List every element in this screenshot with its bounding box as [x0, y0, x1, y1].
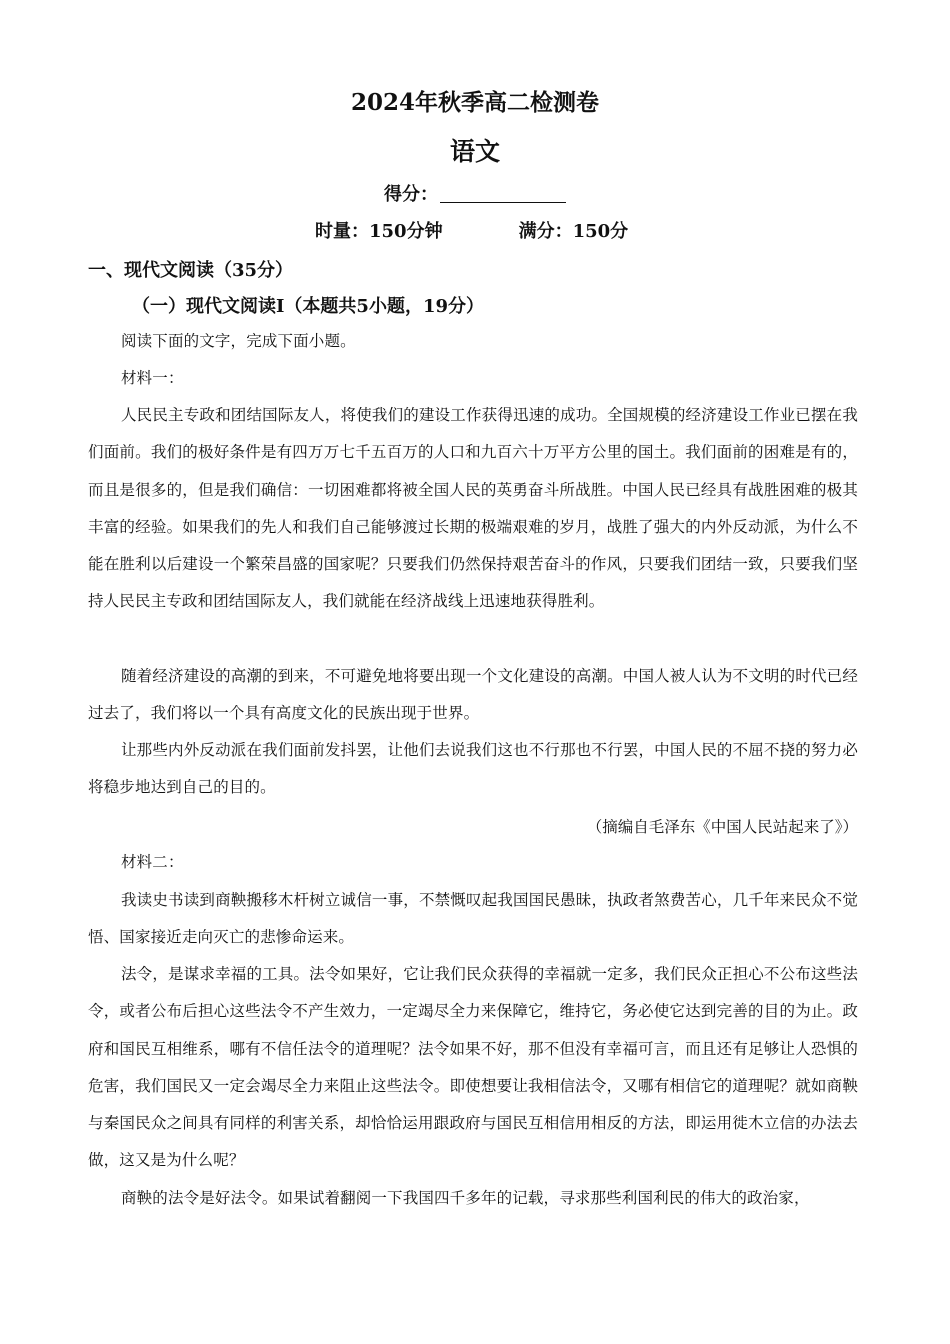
- score-label: 得分：: [384, 184, 438, 205]
- exam-title: 2024年秋季高二检测卷: [350, 89, 599, 116]
- instruction-text: 阅读下面的文字，完成下面小题。: [121, 332, 356, 350]
- score-blank-line: [440, 184, 566, 203]
- material2-paragraph-2: 法令，是谋求幸福的工具。法令如果好，它让我们民众获得的幸福就一定多，我们民众正担心不公布这些法令，或者公布后担心这些法令不产生效力，一定竭尽全力来保障它，维持它，务必使它达到完善的目的为止。政府和国民互相维系，哪有不信任法令的道理呢？法令如果不好，那不但没有幸福可言，而且还有足够让人恐惧的危害，我们国民又一定会竭尽全力来阻止这些法令。即使想要让我相信法令，又哪有相信它的道理呢？就如商鞅与秦国民众之间具有同样的利害关系，却恰恰运用跟政府与国民互相信用相反的方法，即运用徙木立信的办法去做，这又是为什么呢？: [88, 965, 858, 1170]
- material1-paragraph-1: 人民民主专政和团结国际友人，将使我们的建设工作获得迅速的成功。全国规模的经济建设工作业已摆在我们面前。我们的极好条件是有四万万七千五百万的人口和九百六十万平方公里的国土。我们面前的困难是有的，而且是很多的，但是我们确信：一切困难都将被全国人民的英勇奋斗所战胜。中国人民已经具有战胜困难的极其丰富的经验。如果我们的先人和我们自己能够渡过长期的极端艰难的岁月，战胜了强大的内外反动派，为什么不能在胜利以后建设一个繁荣昌盛的国家呢？只要我们仍然保持艰苦奋斗的作风，只要我们团结一致，只要我们坚持人民民主专政和团结国际友人，我们就能在经济战线上迅速地获得胜利。: [88, 406, 858, 611]
- material2-label: 材料二：: [121, 853, 184, 871]
- material1-paragraph-3: 让那些内外反动派在我们面前发抖罢，让他们去说我们这也不行那也不行罢，中国人民的不屈不挠的努力必将稳步地达到自己的目的。: [88, 741, 858, 797]
- subsection-heading: （一）现代文阅读Ⅰ（本题共5小题，19分）: [132, 296, 484, 317]
- section-heading: 一、现代文阅读（35分）: [88, 260, 294, 281]
- material1-paragraph-2: 随着经济建设的高潮的到来，不可避免地将要出现一个文化建设的高潮。中国人被人认为不文明的时代已经过去了，我们将以一个具有高度文化的民族出现于世界。: [88, 667, 858, 723]
- score-field: [384, 180, 566, 206]
- subject-title: 语文: [449, 137, 500, 166]
- time-label: 时量：150分钟: [315, 221, 443, 242]
- full-score-label: 满分：150分: [518, 221, 629, 242]
- material1-label: 材料一：: [121, 369, 184, 387]
- material1-source: （摘编自毛泽东《中国人民站起来了》）: [586, 818, 858, 836]
- exam-meta: [315, 217, 628, 243]
- material2-paragraph-3: 商鞅的法令是好法令。如果试着翻阅一下我国四千多年的记载，寻求那些利国利民的伟大的政治家，: [121, 1189, 810, 1207]
- material2-paragraph-1: 我读史书读到商鞅搬移木杆树立诚信一事，不禁慨叹起我国国民愚昧，执政者煞费苦心，几千年来民众不觉悟、国家接近走向灭亡的悲惨命运来。: [88, 891, 858, 947]
